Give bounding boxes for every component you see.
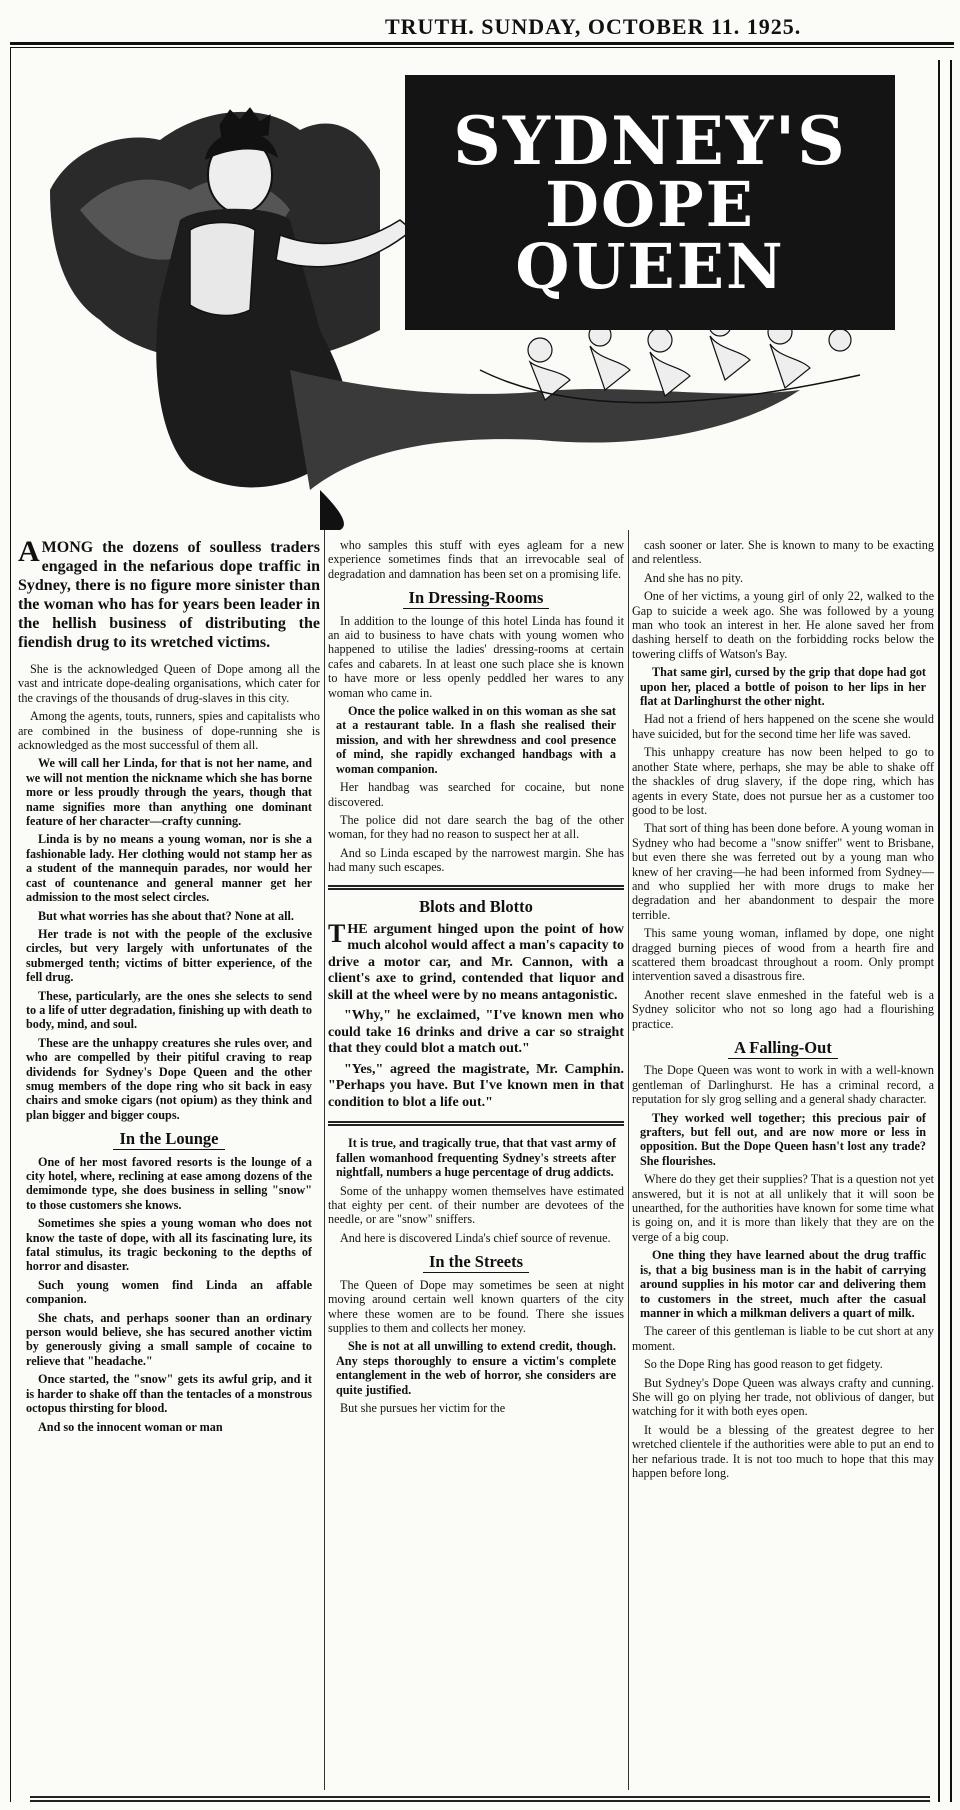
paragraph: And she has no pity. xyxy=(644,570,744,585)
paragraph: The career of this gentleman is liable to be cut short at any moment. xyxy=(632,1324,934,1353)
headline-line-2: DOPE xyxy=(545,167,755,241)
paragraph: cash sooner or later. She is known to many to be exacting and relentless. xyxy=(632,538,934,567)
paragraph: And so the innocent woman or man xyxy=(38,1419,223,1434)
paragraph: But she pursues her victim for the xyxy=(340,1400,506,1415)
box-paragraph: "Why," he exclaimed, "I've known men who could take 16 drinks and drive a car so straight that they could blot a match out." xyxy=(328,1008,624,1057)
paragraph: Linda is by no means a young woman, nor is she a fashionable lady. Her clothing would not stamp her as a student of the mannequin parades, nor would her cast of countenance and general manner get her admission to the most select circles. xyxy=(26,832,312,905)
paragraph: And so Linda escaped by the narrowest margin. She has had many such escapes. xyxy=(328,845,624,875)
paragraph: One of her victims, a young girl of only 22, walked to the Gap to suicide a week ago. She was followed by a young man who took an interest in her. He alone saved her from dashing herself to death on the forbidding rocks below the towering cliffs of Watson's Bay. xyxy=(632,589,934,661)
paragraph: Such young women find Linda an affable companion. xyxy=(26,1277,312,1307)
paragraph: This unhappy creature has now been helped to go to another State where, perhaps, she may be able to shake off the shackles of drug slavery, if the dope ring, which has agents in every State, does not pursue her as a customer too good to be lost. xyxy=(632,745,934,817)
subheading: A Falling-Out xyxy=(632,1041,934,1055)
drop-cap: A xyxy=(18,535,40,568)
headline-line-1: SYDNEY'S xyxy=(453,101,847,180)
column-divider xyxy=(628,530,629,1790)
paragraph: So the Dope Ring has good reason to get fidgety. xyxy=(644,1357,883,1372)
newspaper-header: TRUTH. SUNDAY, OCTOBER 11. 1925. xyxy=(385,14,802,39)
drop-cap: T xyxy=(328,918,346,948)
paragraph: It is true, and tragically true, that that vast army of fallen womanhood frequenting Sydney's streets after nightfall, numbers a huge percentage of drug addicts. xyxy=(336,1136,616,1180)
paragraph: Some of the unhappy women themselves have estimated that eighty per cent. of their number are devotees of the needle, or are "snow" sniffers. xyxy=(328,1183,624,1227)
article-column-3 xyxy=(632,538,934,1484)
headline-box xyxy=(405,75,895,330)
masthead xyxy=(0,0,960,48)
subheading: In Dressing-Rooms xyxy=(328,591,624,605)
lead-paragraph: AMONG the dozens of soulless traders engaged in the nefarious dope traffic in Sydney, there is no figure more sinister than the woman who has for years been leader in the hellish business of distributing the fiendish drug to its wretched victims. xyxy=(18,535,320,651)
header-rule-thin xyxy=(10,47,954,48)
paragraph: who samples this stuff with eyes agleam for a new experience sometimes finds that an irrevocable seal of degradation and damnation has been set on a promising life. xyxy=(328,538,624,581)
box-paragraph: THE argument hinged upon the point of how much alcohol would affect a man's capacity to drive a motor car, and Mr. Cannon, with a client's axe to grind, contended that liquor and skill at the wheel were by no means antagonistic. xyxy=(328,918,624,1003)
paragraph: The police did not dare search the bag of the other woman, for they had no reason to suspect her at all. xyxy=(328,812,624,842)
headline-line-3: QUEEN xyxy=(515,229,785,303)
paragraph: These, particularly, are the ones she selects to send to a life of utter degradation, finishing up with death to body, mind, and soul. xyxy=(26,988,312,1032)
paragraph: We will call her Linda, for that is not her name, and we will not mention the nickname which she has borne more or less proudly through the years, though that name signifies more than anything one dominant feature of her character—crafty cunning. xyxy=(26,756,312,829)
paragraph: But Sydney's Dope Queen was always crafty and cunning. She will go on plying her trade, not oblivious of danger, but watching for it with both eyes open. xyxy=(632,1375,934,1419)
box-heading: Blots and Blotto xyxy=(419,896,533,916)
subheading: In the Lounge xyxy=(18,1132,320,1146)
box-paragraph: "Yes," agreed the magistrate, Mr. Camphin. "Perhaps you have. But I've known men in that condition to blot a life out." xyxy=(328,1061,624,1110)
paragraph: Her trade is not with the people of the exclusive circles, but very largely with unfortunates of the submerged tenth; victims of bitter experience, of the fell drug. xyxy=(26,926,312,985)
left-frame-rule xyxy=(10,47,11,1802)
paragraph: Another recent slave enmeshed in the fateful web is a Sydney solicitor who not so long ago had a flourishing practice. xyxy=(632,987,934,1031)
paragraph: Her handbag was searched for cocaine, but none discovered. xyxy=(328,780,624,809)
paragraph: And here is discovered Linda's chief source of revenue. xyxy=(340,1230,611,1245)
paragraph: Where do they get their supplies? That is a question not yet answered, but it is not at all unlikely that it will soon be unearthed, for the authorities have known for some time what is going on, and it is more than likely that they are on the verge of a big coup. xyxy=(632,1172,934,1244)
column-divider xyxy=(324,530,325,1790)
paragraph: She is the acknowledged Queen of Dope among all the vast and intricate dope-dealing organisations, which cater for the cravings of the thousands of drug-slaves in this city. xyxy=(18,662,320,705)
footer-rule xyxy=(30,1796,930,1802)
paragraph: They worked well together; this precious pair of grafters, but fell out, and are now more or less in opposition. But the Dope Queen hasn't lost any trade? She flourishes. xyxy=(640,1110,926,1168)
paragraph: Once the police walked in on this woman as she sat at a restaurant table. In a flash she realised their mission, and with her shrewdness and cool presence of mind, she rapidly exchanged handbags with a woman companion. xyxy=(336,704,616,776)
paragraph: But what worries has she about that? None at all. xyxy=(38,908,294,923)
subheading: In the Streets xyxy=(328,1255,624,1269)
header-rule xyxy=(10,42,954,45)
paragraph: One of her most favored resorts is the lounge of a city hotel, where, reclining at ease among dozens of the demimonde type, she does business in selling "snow" to those customers she knows. xyxy=(26,1154,312,1212)
paragraph: The Dope Queen was wont to work in with a well-known gentleman of Darlinghurst. He has a criminal record, a reputation for sly grog selling and a general shady character. xyxy=(632,1063,934,1107)
paragraph: That same girl, cursed by the grip that dope had got upon her, placed a bottle of poison to her lips in her flat at Darlinghurst the other night. xyxy=(640,665,926,709)
paragraph: Sometimes she spies a young woman who does not know the taste of dope, with all its fascinating lure, its fatal stimulus, its tragic beckoning to the depths of horror and disaster. xyxy=(26,1216,312,1274)
paragraph: One thing they have learned about the drug traffic is, that a big business man is in the habit of carrying around supplies in his motor car and delivering them to customers in the street, much after the casual manner in which a milkman delivers a quart of milk. xyxy=(640,1248,926,1320)
paragraph: Once started, the "snow" gets its awful grip, and it is harder to shake off than the tentacles of a monstrous octopus thirsting for blood. xyxy=(26,1372,312,1416)
paragraph: She chats, and perhaps sooner than an ordinary person would believe, she has secured another victim by generously giving a small sample of cocaine to relieve that "headache." xyxy=(26,1310,312,1368)
paragraph: Had not a friend of hers happened on the scene she would have suicided, but for the second time her life was saved. xyxy=(632,712,934,741)
paragraph: That sort of thing has been done before. A young woman in Sydney who had become a "snow sniffer" went to Brisbane, but even there she was ferreted out by a young man who knew of her craving—he had been informed from Sydney—and who supplied her with more drugs to make her degradation and her abandonment to despair the more terrible. xyxy=(632,821,934,922)
paragraph: Among the agents, touts, runners, spies and capitalists who are combined in the business of dope-running she is acknowledged as the most successful of them all. xyxy=(18,709,320,753)
right-margin-border xyxy=(938,60,952,1802)
article-column-2 xyxy=(328,538,624,1419)
paragraph: It would be a blessing of the greatest degree to her wretched clientele if the authorities were able to put an end to her nefarious trade. It is not too much to hope that this may happen before long. xyxy=(632,1422,934,1480)
paragraph: In addition to the lounge of this hotel Linda has found it an aid to business to have chats with young women who happened to utilise the ladies' dressing-rooms at certain cafes and cabarets. In at least one such place she is known to have more or less openly peddled her wares to any woman who came in. xyxy=(328,613,624,700)
blots-and-blotto-box xyxy=(328,885,624,1127)
paragraph: The Queen of Dope may sometimes be seen at night moving around certain well known quarters of the city where these women are to be found. There she issues supplies to them and collects her money. xyxy=(328,1277,624,1335)
paragraph: This same young woman, inflamed by dope, one night dragged burning pieces of wood from a hearth fire and scattered them broadcast throughout a room. Only prompt intervention saved a disastrous fire. xyxy=(632,926,934,984)
paragraph: She is not at all unwilling to extend credit, though. Any steps thoroughly to ensure a victim's complete entanglement in the web of horror, she considers are quite justified. xyxy=(336,1339,616,1397)
article-column-1 xyxy=(18,535,320,1438)
paragraph: These are the unhappy creatures she rules over, and who are compelled by their pitiful craving to reap dividends for Sydney's Dope Queen and the other smug members of the dope ring who sit back in easy chairs and smoke cigars (not opium) as they think and plan bigger and bigger coups. xyxy=(26,1035,312,1122)
